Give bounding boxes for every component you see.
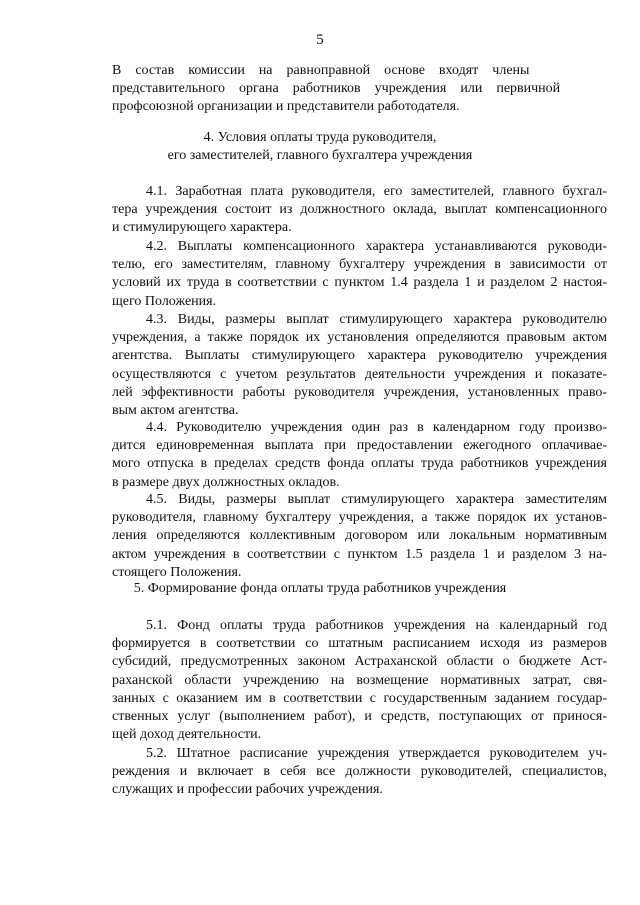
paragraph-4-5: [112, 491, 607, 582]
paragraph-line: 4.4. Руководителю учреждения один раз в календарном году произво-: [146, 420, 607, 435]
section-4-title-line-2: его заместителей, главного бухгалтера учреждения: [167, 148, 473, 163]
paragraph-line: щей доход деятельности.: [112, 727, 262, 743]
intro-line: В состав комиссии на равноправной основе входят члены: [112, 63, 530, 78]
paragraph-line: 5.2. Штатное расписание учреждения утверждается руководителем уч-: [146, 746, 607, 761]
paragraph-5-1: [112, 617, 607, 744]
paragraph-line: руководителя, главному бухгалтеру учреждения, а также порядок их установ-: [112, 510, 607, 526]
page-number: 5: [316, 32, 324, 48]
intro-paragraph: [112, 62, 607, 117]
paragraph-line: учреждения, а также порядок их установления определяются правовым актом: [112, 330, 607, 346]
section-5-title: 5. Формирование фонда оплаты труда работников учреждения: [133, 581, 507, 596]
paragraph-line: в размере двух должностных окладов.: [112, 474, 340, 490]
paragraph-line: лей эффективности работы руководителя учреждения, установленных право-: [112, 384, 607, 400]
paragraph-line: телю, его заместителям, главному бухгалтеру учреждения в зависимости от: [112, 257, 607, 273]
intro-line: представительного органа работников учреждения или первичной: [112, 81, 561, 97]
paragraph-line: реждения и включает в себя все должности руководителей, специалистов,: [112, 764, 607, 780]
intro-line: профсоюзной организации и представители работодателя.: [112, 99, 460, 115]
paragraph-line: осуществляются с учетом результатов деятельности учреждения и показате-: [112, 366, 607, 382]
paragraph-line: раханской области учреждению на возмещение нормативных затрат, свя-: [112, 672, 607, 688]
paragraph-line: 4.3. Виды, размеры выплат стимулирующего характера руководителю: [146, 312, 607, 327]
paragraph-4-3: [112, 311, 607, 420]
paragraph-4-2: [112, 238, 607, 311]
paragraph-line: ления определяются коллективным договором или локальным нормативным: [112, 528, 607, 544]
paragraph-line: субсидий, предусмотренных законом Астраханской области о бюджете Аст-: [112, 654, 607, 670]
paragraph-line: вым актом агентства.: [112, 402, 239, 418]
paragraph-4-4: [112, 419, 607, 492]
paragraph-5-2: [112, 745, 607, 800]
paragraph-line: служащих и профессии рабочих учреждения.: [112, 782, 383, 798]
paragraph-line: дится единовременная выплата при предоставлении ежегодного оплачивае-: [112, 438, 607, 454]
paragraph-line: агентства. Выплаты стимулирующего характера руководителю учреждения: [112, 348, 607, 364]
paragraph-line: щего Положения.: [112, 293, 217, 309]
paragraph-line: и стимулирующего характера.: [112, 220, 292, 236]
section-4-title-line-1: 4. Условия оплаты труда руководителя,: [203, 130, 437, 145]
paragraph-line: стоящего Положения.: [112, 564, 242, 580]
paragraph-line: 4.1. Заработная плата руководителя, его заместителей, главного бухгал-: [146, 184, 607, 199]
paragraph-line: мого отпуска в пределах средств фонда оплаты труда работников учреждения: [112, 456, 607, 472]
paragraph-line: актом учреждения в соответствии с пунктом 1.5 раздела 1 и разделом 3 на-: [112, 546, 607, 562]
paragraph-4-1: [112, 183, 607, 238]
paragraph-line: 5.1. Фонд оплаты труда работников учреждения на календарный год: [146, 618, 607, 633]
paragraph-line: условий их труда в соответствии с пунктом 1.4 раздела 1 и разделом 2 настоя-: [112, 275, 607, 291]
paragraph-line: ственных услуг (выполнением работ), и средств, поступающих от принося-: [112, 708, 607, 724]
paragraph-line: формируется в соответствии со штатным расписанием исходя из размеров: [112, 636, 607, 652]
paragraph-line: 4.5. Виды, размеры выплат стимулирующего характера заместителям: [146, 492, 607, 507]
paragraph-line: 4.2. Выплаты компенсационного характера устанавливаются руководи-: [146, 239, 607, 254]
paragraph-line: занных с оказанием им в соответствии с государственным заданием государ-: [112, 690, 607, 706]
paragraph-line: тера учреждения состоит из должностного оклада, выплат компенсационного: [112, 202, 607, 218]
